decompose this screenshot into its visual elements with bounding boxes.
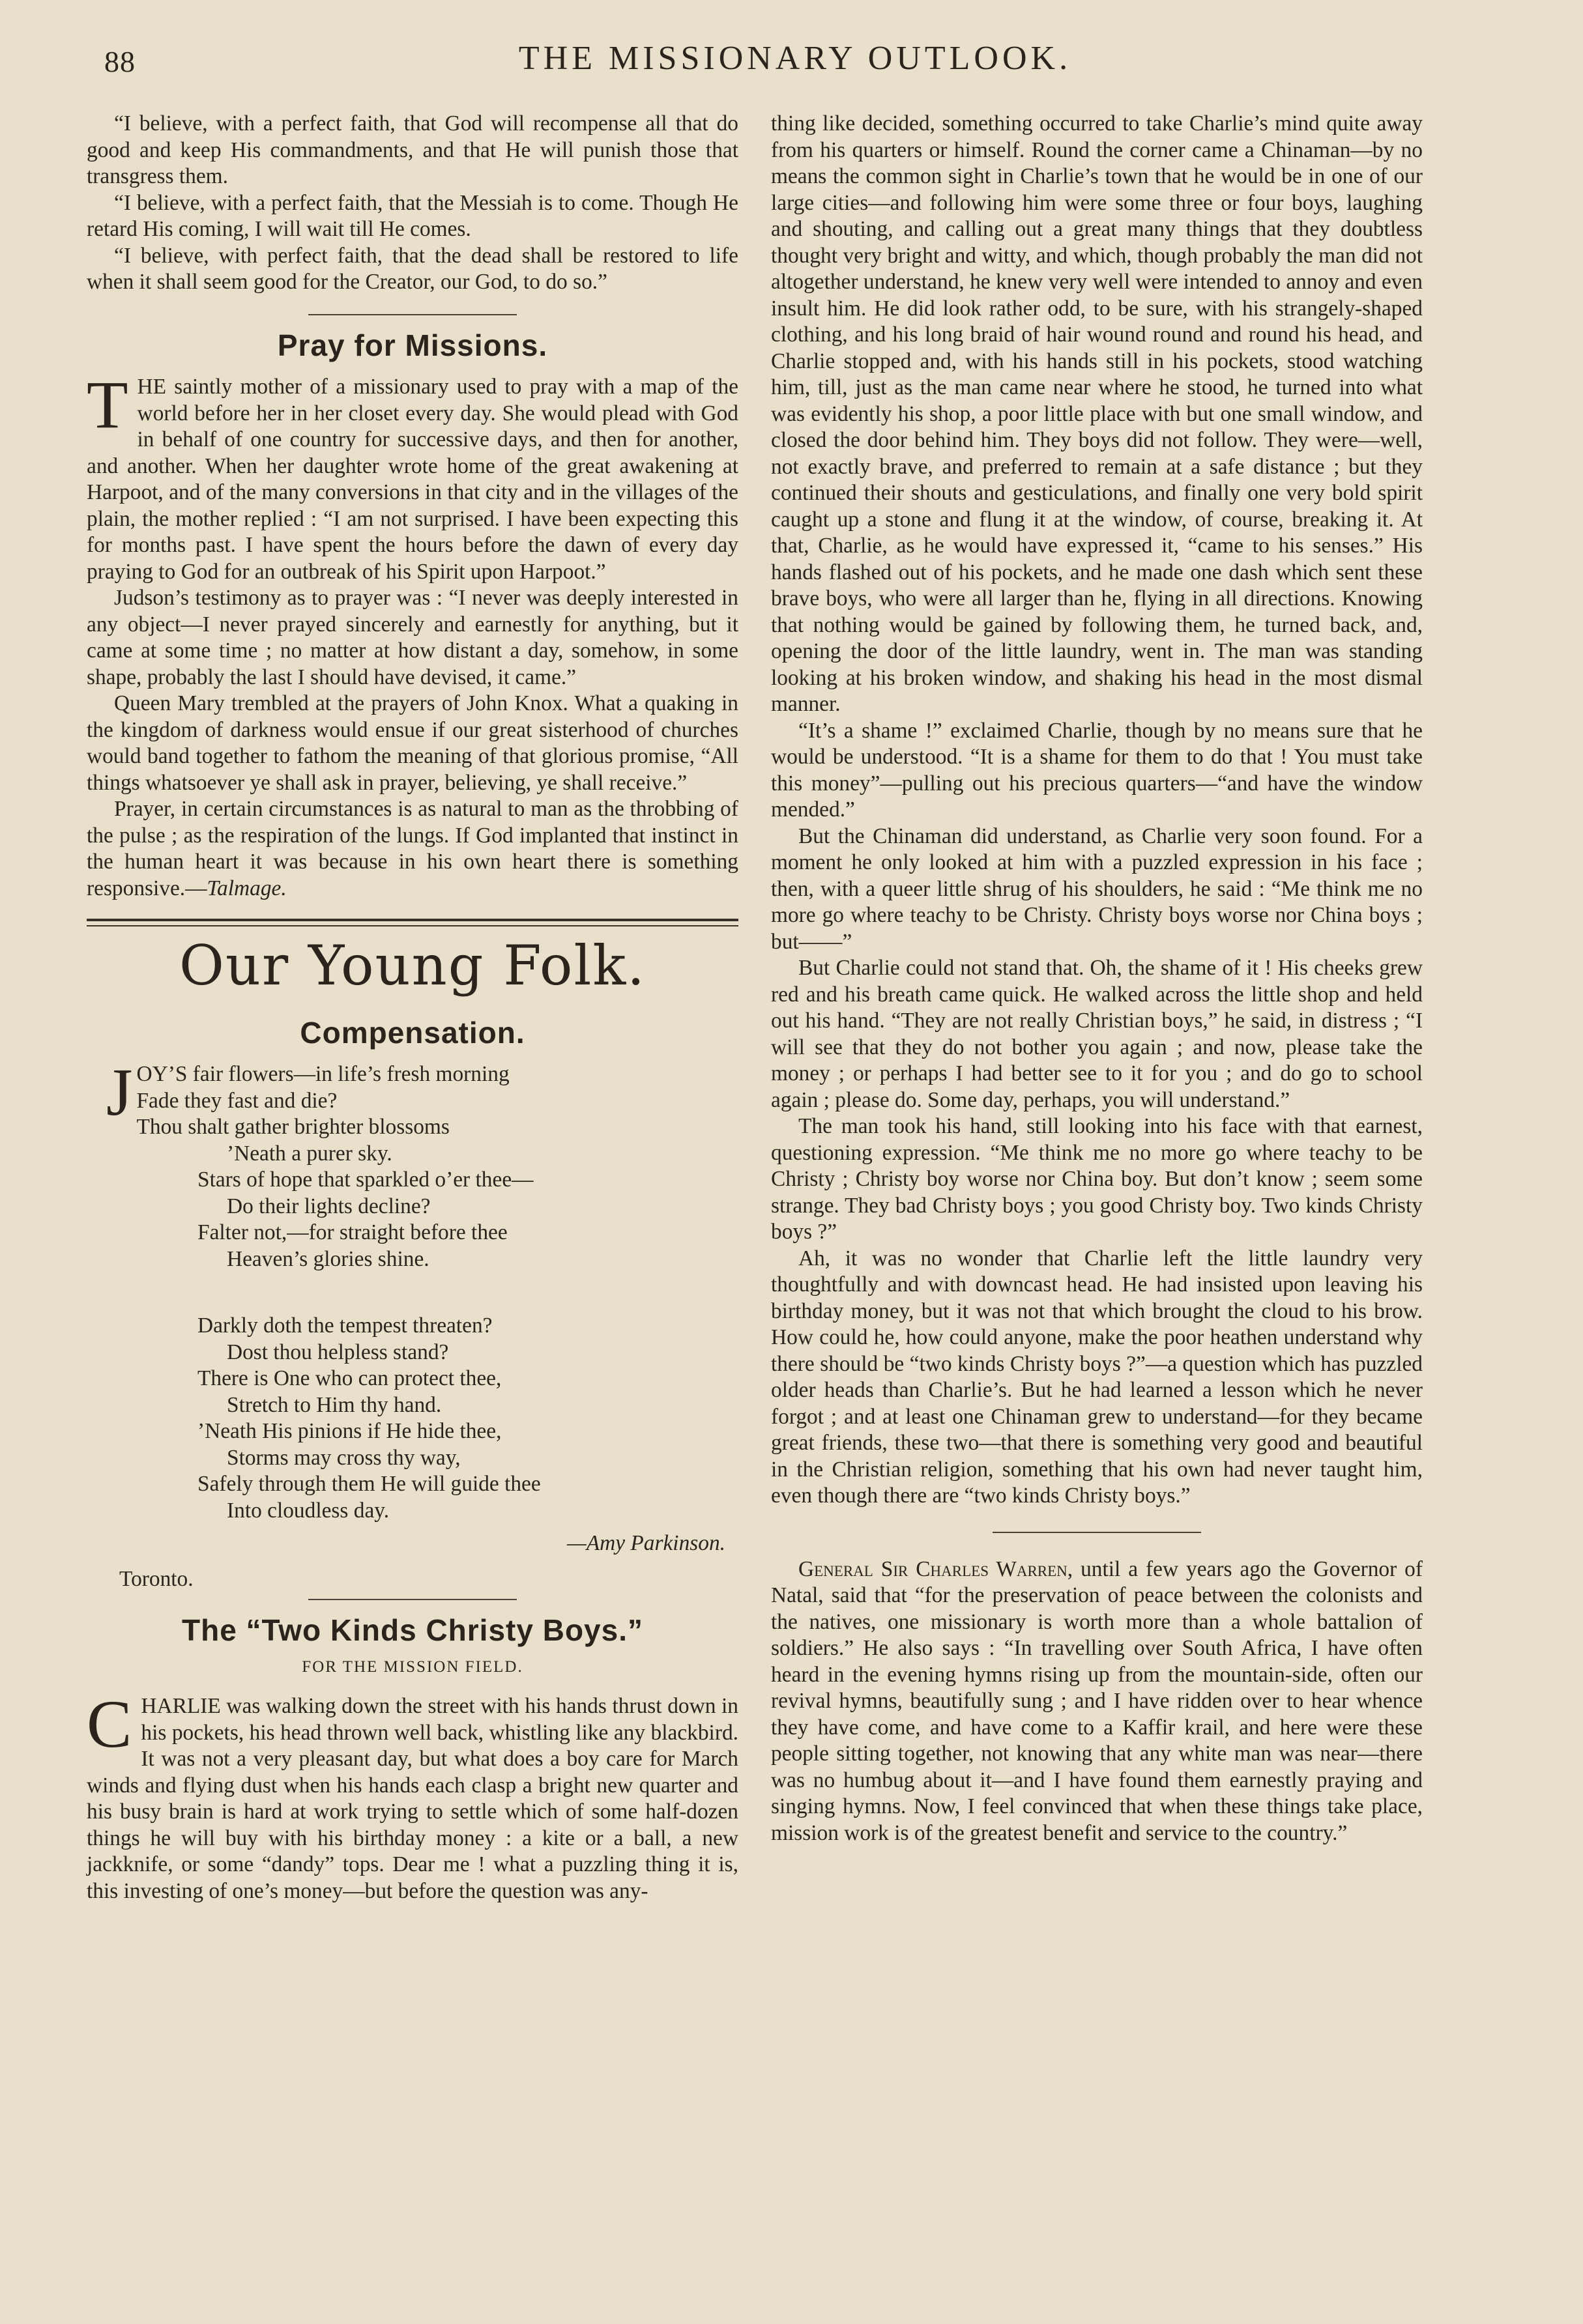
pray-paragraph: Judson’s testimony as to prayer was : “I never was deeply interested in any object—I never prayed sincerely and earnestly for anything, but it came at some time ; no matter at how distant a day, somehow, in some shape, probably the last I should have devised, it came.” [87, 586, 738, 689]
drop-cap: C [87, 1687, 132, 1762]
double-rule [87, 919, 738, 926]
story-title: The “Two Kinds Christy Boys.” [182, 1613, 643, 1647]
poem-line: Falter not,—for straight before thee [197, 1220, 508, 1244]
poem-place: Toronto. [119, 1566, 194, 1591]
poem-line: Thou shalt gather brighter blossoms [136, 1115, 450, 1139]
publication-title: THE MISSIONARY OUTLOOK. [518, 40, 1072, 77]
poem-line: Do their lights decline? [227, 1194, 431, 1218]
author-name: Talmage. [207, 876, 287, 900]
creed-paragraph: “I believe, with perfect faith, that the dead shall be restored to life when it shall seem good for the Creator, our God, to do so.” [87, 243, 738, 294]
poem-line: Safely through them He will guide thee [197, 1472, 541, 1496]
drop-cap: T [87, 367, 128, 442]
page-number: 88 [104, 45, 136, 78]
drop-cap: J [106, 1055, 133, 1130]
poem-author: —Amy Parkinson. [567, 1531, 725, 1555]
pray-paragraph: Prayer, in certain circumstances is as natural to man as the throbbing of the pulse ; as the respiration of the lungs. If God implanted that instinct in the human heart it was because in his own heart there is something responsive.—Talmage. [87, 797, 738, 900]
pray-first-paragraph: THE saintly mother of a missionary used to pray with a map of the world before her in her closet every day. She would plead with God in behalf of one country for successive days, and then for another, and another. When her daughter wrote home of the great awakening at Harpoot, and of the many conversions in that city and in the villages of the plain, the mother replied : “I am not surprised. I have been expecting this for months past. I have spent the hours before the dawn of every day praying to God for an outbreak of his Spirit upon Harpoot.” [87, 367, 738, 584]
creed-paragraph: “I believe, with a perfect faith, that God will recompense all that do good and keep His commandments, and that He will punish those that transgress them. [87, 111, 738, 188]
story-subtitle: FOR THE MISSION FIELD. [302, 1657, 523, 1676]
section-title: Our Young Folk. [179, 934, 646, 997]
left-column [87, 111, 738, 1904]
story-first-paragraph: CHARLIE was walking down the street with his hands thrust down in his pockets, his head thrown well back, whistling like any blackbird. It was not a very pleasant day, but what does a boy care for March winds and flying dust when his hands each clasp a bright new quarter and his busy brain is hard at work trying to settle which of some half-dozen things he will buy with his birthday money : a kite or a ball, a new jackknife, or some “dandy” tops. Dear me ! what a puzzling thing it is, this investing of one’s money—but before the question was any- [87, 1687, 738, 1903]
person-name: General Sir Charles Warren, [798, 1557, 1073, 1581]
poem-line: Darkly doth the tempest threaten? [197, 1313, 493, 1338]
pray-paragraph: Queen Mary trembled at the prayers of John Knox. What a quaking in the kingdom of darkness would ensue if our great sisterhood of churches would band together to fathom the meaning of that glorious promise, “All things whatsoever ye shall ask in prayer, believing, ye shall receive.” [87, 691, 738, 795]
poem-line: Stretch to Him thy hand. [227, 1392, 442, 1417]
poem-line: OY’S fair flowers—in life’s fresh morning [136, 1062, 510, 1086]
poem-line: Stars of hope that sparkled o’er thee— [197, 1168, 534, 1192]
story-paragraph: Ah, it was no wonder that Charlie left the little laundry very thoughtfully and with downcast head. He had insisted upon leaving his birthday money, but it was not that which brought the cloud to his brow. How could he, how could anyone, make the poor heathen understand why there should be “two kinds Christy boys ?”—a question which has puzzled older heads than Charlie’s. But he had learned a lesson which he never forgot ; and at least one Chinaman grew to understand—for they became great friends, these two—that there is something very good and beautiful in the Christian religion, something that his own had never taught him, even though there are “two kinds Christy boys.” [771, 1246, 1423, 1508]
divider [308, 1599, 517, 1600]
poem-line: Storms may cross thy way, [227, 1445, 461, 1470]
warren-paragraph: General Sir Charles Warren, until a few years ago the Governor of Natal, said that “for the preservation of peace between the colonists and the natives, one missionary is worth more than a whole battalion of soldiers.” He also says : “In travelling over South Africa, I have often heard in the evening hymns rising up from the mountain-side, often our revival hymns, beautifully sung ; and I have ridden over to hear whence they have come, and have come to a Kaffir krail, and here were these people sitting together, not knowing that any white man was near—there was no humbug about it—and I have found them earnestly praying and singing hymns. Now, I feel convinced that when these things take place, mission work is of the greatest benefit and service to the country.” [771, 1557, 1423, 1845]
creed-paragraph: “I believe, with a perfect faith, that the Messiah is to come. Though He retard His coming, I will wait till He comes. [87, 190, 738, 241]
poem [87, 1055, 738, 1592]
pray-for-missions-heading: Pray for Missions. [277, 328, 548, 362]
story-paragraph: “It’s a shame !” exclaimed Charlie, though by no means sure that he would be understood. “It is a shame for them to do that ! You must take this money”—pulling out his precious quarters—“and have the window mended.” [771, 718, 1423, 822]
story-paragraph: But Charlie could not stand that. Oh, the shame of it ! His cheeks grew red and his breath came quick. He walked across the little shop and held out his hand. “They are not really Christian boys,” he said, in distress ; “I will see that they do not bother you again ; and now, please take the money ; or perhaps I had better see to it for you ; and do go to school again ; please do. Some day, perhaps, you will understand.” [771, 956, 1423, 1112]
poem-line: Heaven’s glories shine. [227, 1246, 429, 1271]
divider [993, 1532, 1201, 1533]
poem-line: There is One who can protect thee, [197, 1366, 502, 1390]
story-paragraph: thing like decided, something occurred to take Charlie’s mind quite away from his quarters or himself. Round the corner came a Chinaman—by no means the common sight in Charlie’s town that he would be in one of our large cities—and following him were some three or four boys, laughing and shouting, and calling out a great many things that they doubtless thought very bright and witty, and which, though probably the man did not altogether understand, he knew very well were intended to annoy and even insult him. He did look rather odd, to be sure, with his strangely-shaped clothing, and his long braid of hair wound round and round his head, and Charlie stopped and, with his hands still in his pockets, stood watching him, till, just as the man came near where he stood, he turned into what was evidently his shop, a poor little place with but one small window, and closed the door behind him. They boys did not follow. They were—well, not exactly brave, and preferred to remain at a safe distance ; but they continued their shouts and gesticulations, and finally one very bold spirit caught up a stone and flung it at the window, of course, breaking it. At that, Charlie, as he would have expressed it, “came to his senses.” His hands flashed out of his pockets, and he made one dash which sent these brave boys, who were all larger than he, flying in all directions. Knowing that nothing would be gained by following them, he turned back, and, opening the door of the little laundry, went in. The man was standing looking at his broken window, and shaking his head in the most dismal manner. [771, 111, 1423, 716]
poem-title: Compensation. [300, 1015, 525, 1050]
divider [308, 314, 517, 315]
poem-line: Dost thou helpless stand? [227, 1340, 449, 1364]
poem-line: ’Neath a purer sky. [227, 1141, 392, 1166]
story-paragraph: The man took his hand, still looking into his face with that earnest, questioning expression. “Me think me no more go where teachy to be Christy ; Christy boy worse nor China boy. But don’t know ; seem some strange. They bad Christy boys ; you good Christy boy. Two kinds Christy boys ?” [771, 1114, 1423, 1244]
page-header [98, 39, 1492, 91]
right-column [771, 111, 1423, 1846]
poem-line: Fade they fast and die? [136, 1088, 338, 1113]
poem-line: ’Neath His pinions if He hide thee, [197, 1419, 502, 1443]
story-paragraph: But the Chinaman did understand, as Charlie very soon found. For a moment he only looked at him with a puzzled expression in his face ; then, with a queer little shrug of his shoulders, he said : “Me think me no more go where teachy to be Christy. Christy boys worse nor China boys ; but——” [771, 824, 1423, 954]
poem-line: Into cloudless day. [227, 1498, 390, 1523]
